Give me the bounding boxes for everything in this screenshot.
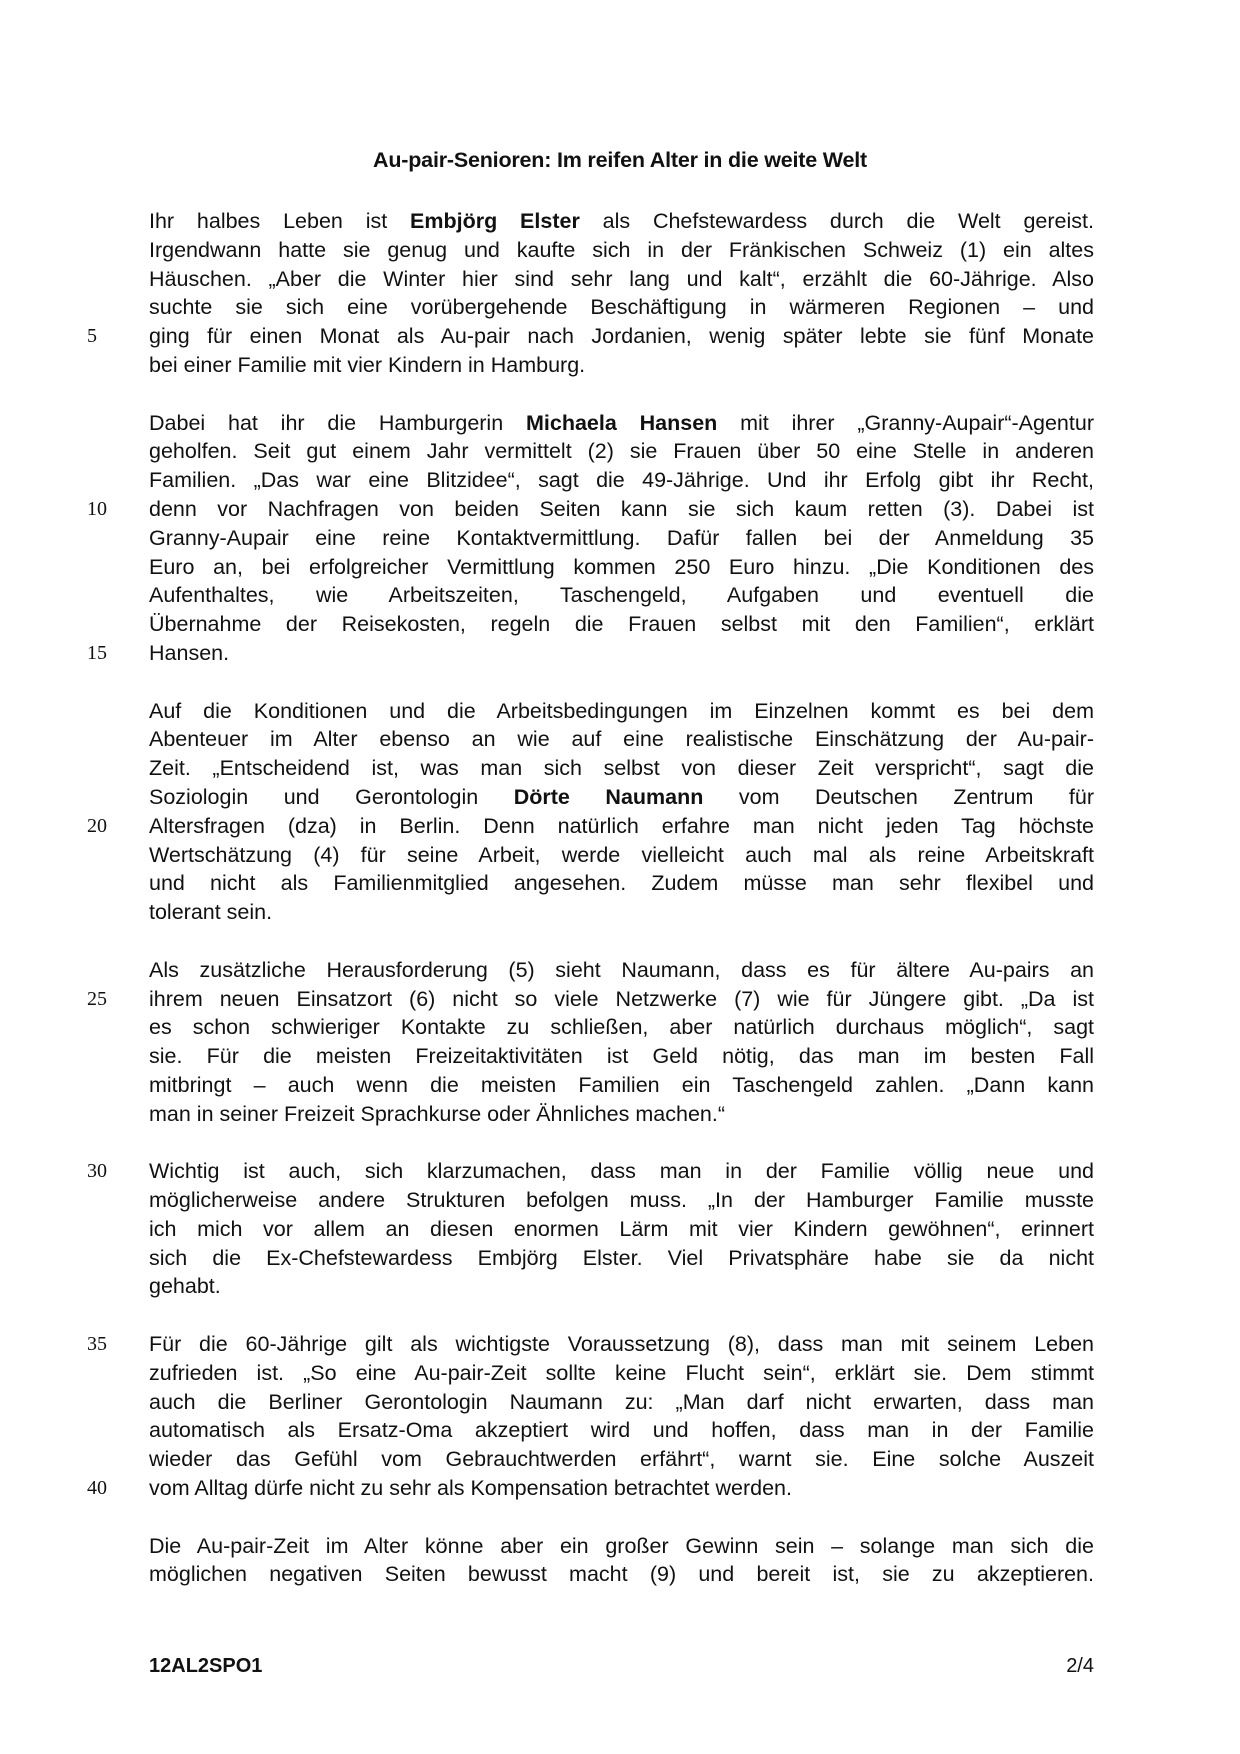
text-line <box>149 725 1094 754</box>
text-line <box>149 409 1094 438</box>
text-line <box>149 610 1094 639</box>
text-segment: geholfen. Seit gut einem Jahr vermittelt (2) sie Frauen über 50 eine Stelle in anderen <box>149 439 1094 464</box>
text-segment: Hansen. <box>149 640 230 665</box>
text-segment: automatisch als Ersatz-Oma akzeptiert wird und hoffen, dass man in der Familie <box>149 1418 1094 1443</box>
text-segment: Zeit. „Entscheidend ist, was man sich selbst von dieser Zeit verspricht“, sagt die <box>149 756 1094 781</box>
text-segment: Irgendwann hatte sie genug und kaufte sich in der Fränkischen Schweiz (1) ein altes <box>149 237 1094 262</box>
text-line <box>149 1244 1094 1273</box>
line-number: 10 <box>87 497 107 520</box>
paragraph-gap <box>149 927 1094 956</box>
text-line <box>149 1013 1094 1042</box>
paragraph-gap <box>149 1503 1094 1532</box>
text-line <box>149 236 1094 265</box>
text-line <box>149 351 1094 380</box>
text-line <box>87 639 1094 668</box>
text-segment: als Chefstewardess durch die Welt gereist. <box>579 209 1094 233</box>
text-segment: bei einer Familie mit vier Kindern in Hamburg. <box>149 352 586 377</box>
paragraph-gap <box>149 1301 1094 1330</box>
text-segment: Familien. „Das war eine Blitzidee“, sagt die 49-Jährige. Und ihr Erfolg gibt ihr Recht, <box>149 468 1094 493</box>
line-number: 35 <box>87 1333 107 1356</box>
text-segment: Wichtig ist auch, sich klarzumachen, dass man in der Familie völlig neue und <box>149 1159 1094 1184</box>
text-line <box>87 812 1094 841</box>
paragraph-gap <box>149 668 1094 697</box>
text-segment: ging für einen Monat als Au-pair nach Jordanien, wenig später lebte sie fünf Monate <box>149 324 1094 349</box>
page-number: 2/4 <box>1066 1655 1094 1677</box>
paragraph-gap <box>149 1129 1094 1158</box>
text-segment: vom Alltag dürfe nicht zu sehr als Kompensation betrachtet werden. <box>149 1476 792 1501</box>
text-segment: zufrieden ist. „So eine Au-pair-Zeit sollte keine Flucht sein“, erklärt sie. Dem stimmt <box>149 1360 1094 1385</box>
text-segment: auch die Berliner Gerontologin Naumann zu: „Man darf nicht erwarten, dass man <box>149 1389 1094 1414</box>
text-segment: suchte sie sich eine vorübergehende Beschäftigung in wärmeren Regionen – und <box>149 295 1094 320</box>
line-number: 20 <box>87 814 107 837</box>
article-body <box>87 207 1094 1589</box>
text-line <box>149 783 1094 812</box>
text-segment: mitbringt – auch wenn die meisten Familien ein Taschengeld zahlen. „Dann kann <box>149 1072 1094 1097</box>
text-segment: mit ihrer „Granny-Aupair“-Agentur <box>717 410 1094 435</box>
text-line <box>149 697 1094 726</box>
text-line <box>149 956 1094 985</box>
text-segment: und nicht als Familienmitglied angesehen. Zudem müsse man sehr flexibel und <box>149 871 1094 896</box>
line-number: 30 <box>87 1160 107 1183</box>
text-line <box>149 1186 1094 1215</box>
text-segment: Dabei hat ihr die Hamburgerin <box>149 410 526 435</box>
text-line <box>149 207 1094 236</box>
person-name: Dörte Naumann <box>513 784 704 809</box>
text-segment: denn vor Nachfragen von beiden Seiten kann sie sich kaum retten (3). Dabei ist <box>149 496 1094 521</box>
text-line <box>87 322 1094 351</box>
text-segment: gehabt. <box>149 1274 221 1299</box>
text-line <box>149 293 1094 322</box>
text-segment: Euro an, bei erfolgreicher Vermittlung kommen 250 Euro hinzu. „Die Konditionen des <box>149 554 1094 579</box>
text-line <box>149 1388 1094 1417</box>
text-segment: Soziologin und Gerontologin <box>149 784 514 809</box>
text-segment: Granny-Aupair eine reine Kontaktvermittlung. Dafür fallen bei der Anmeldung 35 <box>149 525 1094 550</box>
text-segment: Für die 60-Jährige gilt als wichtigste Voraussetzung (8), dass man mit seinem Leben <box>149 1332 1094 1357</box>
text-segment: Aufenthaltes, wie Arbeitszeiten, Taschengeld, Aufgaben und eventuell die <box>149 583 1094 608</box>
document-title: Au-pair-Senioren: Im reifen Alter in die weite Welt <box>373 148 867 172</box>
text-segment: Altersfragen (dza) in Berlin. Denn natürlich erfahre man nicht jeden Tag höchste <box>149 813 1094 838</box>
text-line <box>87 1474 1094 1503</box>
text-segment: sich die Ex-Chefstewardess Embjörg Elster. Viel Privatsphäre habe sie da nicht <box>149 1245 1094 1270</box>
text-line <box>149 553 1094 582</box>
text-segment: Als zusätzliche Herausforderung (5) sieht Naumann, dass es für ältere Au-pairs an <box>149 957 1094 982</box>
text-line <box>149 437 1094 466</box>
text-segment: Die Au-pair-Zeit im Alter könne aber ein großer Gewinn sein – solange man sich die <box>149 1533 1094 1558</box>
text-segment: man in seiner Freizeit Sprachkurse oder Ähnliches machen.“ <box>149 1101 725 1126</box>
text-line <box>149 265 1094 294</box>
text-segment: Wertschätzung (4) für seine Arbeit, werde vielleicht auch mal als reine Arbeitskraft <box>149 842 1094 867</box>
text-line <box>149 1359 1094 1388</box>
text-line <box>149 841 1094 870</box>
text-line <box>149 1071 1094 1100</box>
text-line <box>87 985 1094 1014</box>
text-line <box>149 1416 1094 1445</box>
text-segment: es schon schwieriger Kontakte zu schließen, aber natürlich durchaus möglich“, sagt <box>149 1015 1094 1040</box>
text-segment: vom Deutschen Zentrum für <box>703 784 1094 809</box>
text-line <box>149 466 1094 495</box>
text-line <box>149 1272 1094 1301</box>
line-number: 40 <box>87 1477 107 1500</box>
text-line <box>149 898 1094 927</box>
line-number: 5 <box>87 325 97 348</box>
text-line <box>149 754 1094 783</box>
text-line <box>149 1100 1094 1129</box>
line-number: 25 <box>87 987 107 1010</box>
text-line <box>149 1560 1094 1589</box>
text-segment: Abenteuer im Alter ebenso an wie auf eine realistische Einschätzung der Au-pair- <box>149 727 1094 752</box>
person-name: Michaela Hansen <box>525 410 718 435</box>
text-segment: Übernahme der Reisekosten, regeln die Frauen selbst mit den Familien“, erklärt <box>149 612 1094 637</box>
text-line <box>149 1532 1094 1561</box>
text-segment: sie. Für die meisten Freizeitaktivitäten ist Geld nötig, das man im besten Fall <box>149 1044 1094 1069</box>
text-line <box>149 869 1094 898</box>
text-segment: möglichen negativen Seiten bewusst macht (9) und bereit ist, sie zu akzeptieren. <box>149 1562 1094 1587</box>
line-number: 15 <box>87 641 107 664</box>
text-line <box>149 1042 1094 1071</box>
text-segment: tolerant sein. <box>149 900 273 925</box>
text-segment: Auf die Konditionen und die Arbeitsbedingungen im Einzelnen kommt es bei dem <box>149 698 1094 723</box>
text-segment: wieder das Gefühl vom Gebrauchtwerden erfährt“, warnt sie. Eine solche Auszeit <box>149 1447 1094 1472</box>
text-segment: möglicherweise andere Strukturen befolgen muss. „In der Hamburger Familie musste <box>149 1188 1094 1213</box>
text-line <box>149 581 1094 610</box>
text-line <box>87 495 1094 524</box>
text-line <box>87 1157 1094 1186</box>
text-line <box>87 1330 1094 1359</box>
text-segment: ich mich vor allem an diesen enormen Lärm mit vier Kindern gewöhnen“, erinnert <box>149 1216 1094 1241</box>
text-segment: Ihr halbes Leben ist <box>149 209 411 233</box>
text-line <box>149 1445 1094 1474</box>
text-line <box>149 1215 1094 1244</box>
text-segment: Häuschen. „Aber die Winter hier sind sehr lang und kalt“, erzählt die 60-Jährige. Also <box>149 266 1094 291</box>
text-line <box>149 524 1094 553</box>
person-name: Embjörg Elster <box>410 209 580 233</box>
text-segment: ihrem neuen Einsatzort (6) nicht so viele Netzwerke (7) wie für Jüngere gibt. „Da ist <box>149 986 1094 1011</box>
document-code: 12AL2SPO1 <box>149 1655 263 1677</box>
paragraph-gap <box>149 380 1094 409</box>
